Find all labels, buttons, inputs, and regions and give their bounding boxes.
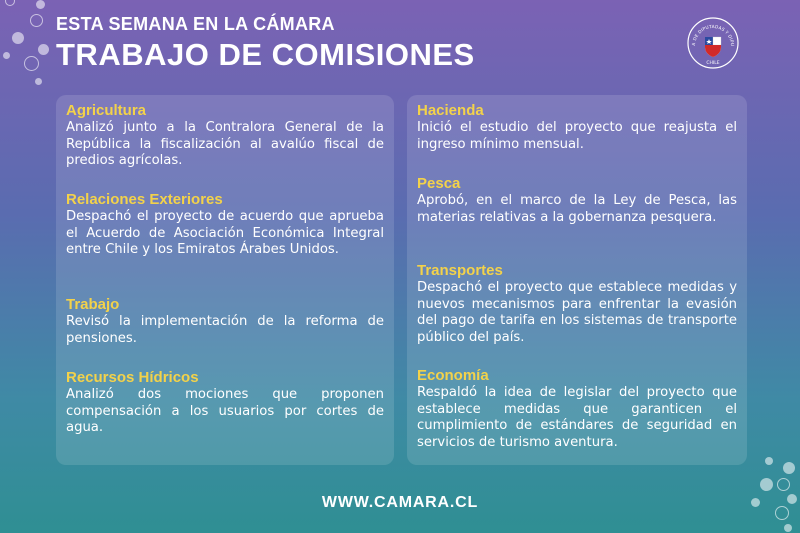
chamber-seal-icon: [686, 16, 740, 70]
decorative-dot: [760, 478, 773, 491]
committee-text: Inició el estudio del proyecto que reajusta el ingreso mínimo mensual.: [417, 120, 737, 152]
committee-title: Trabajo: [66, 296, 120, 313]
committee-item-hacienda: [417, 102, 737, 153]
committee-text: Aprobó, en el marco de la Ley de Pesca, las materias relativas a la gobernanza pesquera.: [417, 193, 737, 225]
decorative-circle: [24, 56, 39, 71]
committee-item-economia: [417, 367, 737, 451]
decorative-circle: [777, 478, 790, 491]
committee-title: Economía: [417, 367, 489, 384]
seal-arc-text: A DE DIPUTADAS Y DIPU: [691, 24, 735, 47]
committee-item-pesca: [417, 175, 737, 226]
committee-text: Analizó junto a la Contralora General de la República la fiscalización al avalúo fiscal de predios agrícolas.: [66, 120, 384, 168]
committee-item-relaciones-exteriores: [66, 191, 384, 259]
right-panel: [407, 95, 747, 465]
page-title: TRABAJO DE COMISIONES: [56, 37, 475, 72]
committee-text: Analizó dos mociones que proponen compensación a los usuarios por cortes de agua.: [66, 387, 384, 435]
committee-item-agricultura: [66, 102, 384, 170]
decorative-dot: [35, 78, 42, 85]
committee-title: Transportes: [417, 262, 503, 279]
committee-text: Despachó el proyecto que establece medidas y nuevos mecanismos para enfrentar la evasión del pago de tarifa en los sistemas de transporte público del país.: [417, 280, 737, 345]
decorative-dot: [38, 44, 49, 55]
decorative-circle: [5, 0, 15, 6]
decorative-dot: [784, 524, 792, 532]
header: [56, 14, 475, 73]
decorative-dot: [3, 52, 10, 59]
committee-title: Hacienda: [417, 102, 484, 119]
committee-title: Agricultura: [66, 102, 147, 119]
committee-item-recursos-hidricos: [66, 369, 384, 437]
decorative-dot: [12, 32, 24, 44]
committee-item-trabajo: [66, 296, 384, 347]
decorative-circle: [30, 14, 43, 27]
committee-title: Recursos Hídricos: [66, 369, 199, 386]
decorative-dot: [765, 457, 773, 465]
committee-text: Revisó la implementación de la reforma de pensiones.: [66, 314, 384, 346]
seal-country: CHILE: [706, 61, 720, 66]
left-panel: [56, 95, 394, 465]
committee-title: Pesca: [417, 175, 461, 192]
decorative-dot: [783, 462, 795, 474]
header-kicker: ESTA SEMANA EN LA CÁMARA: [56, 14, 335, 34]
committee-text: Despachó el proyecto de acuerdo que aprueba el Acuerdo de Asociación Económica Integral entre Chile y los Emiratos Árabes Unidos.: [66, 209, 384, 257]
decorative-dot: [36, 0, 45, 9]
footer-url[interactable]: WWW.CAMARA.CL: [321, 494, 479, 511]
committee-text: Respaldó la idea de legislar del proyecto que establece medidas que garanticen el cumplimiento de estándares de seguridad en servicios de turismo aventura.: [417, 385, 737, 450]
committee-title: Relaciones Exteriores: [66, 191, 223, 208]
committee-item-transportes: [417, 262, 737, 346]
